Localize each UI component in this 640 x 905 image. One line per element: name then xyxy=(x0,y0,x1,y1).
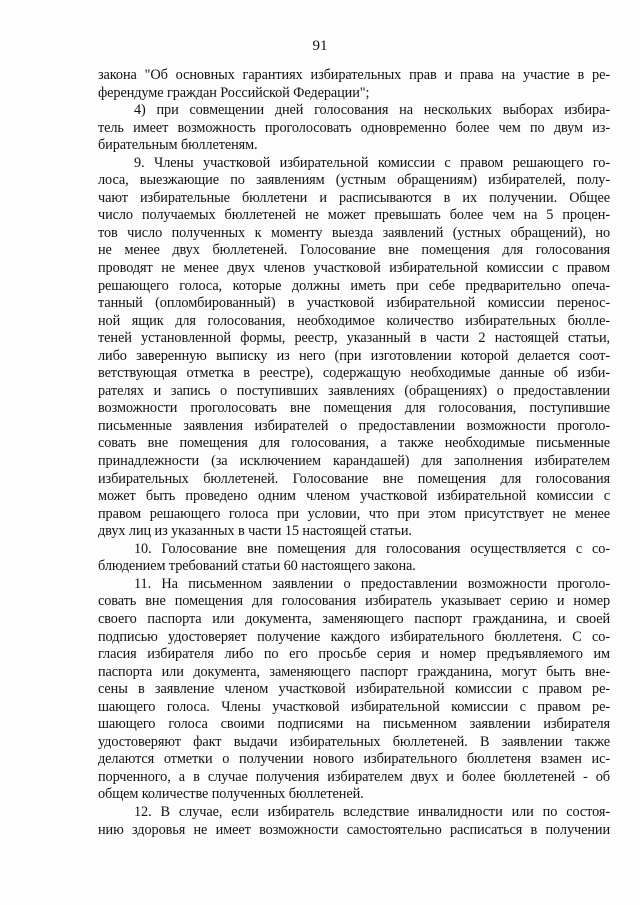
text-line: ветствующая отметка в реестре), содержащую необходимые данные об изби- xyxy=(98,365,610,382)
text-line: чают избирательные бюллетени и расписываются в их получении. Общее xyxy=(98,189,610,206)
text-line: совать вне помещения для голосования избиратель указывает серию и номер xyxy=(98,593,610,610)
text-line: возможности проголосовать вне помещения для голосования, поступившие xyxy=(98,400,610,417)
text-line: теней установленной формы, реестр, указанный в части 2 настоящей статьи, xyxy=(98,330,610,347)
text-line: сены в заявление членом участковой избирательной комиссии с правом ре- xyxy=(98,681,610,698)
text-line: ной ящик для голосования, необходимое количество избирательных бюлле- xyxy=(98,312,610,329)
text-line: гласия избирателя либо по его просьбе серия и номер предъявляемого им xyxy=(98,646,610,663)
text-line: 11. На письменном заявлении о предоставлении возможности проголо- xyxy=(134,575,610,592)
text-line: закона "Об основных гарантиях избирательных прав и права на участие в ре- xyxy=(98,67,610,83)
text-line: паспорта или документа, заменяющего паспорт гражданина, могут быть вне- xyxy=(98,663,610,680)
text-line: 12. В случае, если избиратель вследствие инвалидности или по состоя- xyxy=(134,803,610,820)
document-body xyxy=(98,67,610,839)
text-line: правом решающего голоса при условии, что при этом присутствует не менее xyxy=(98,505,610,522)
text-line: блюдением требований статьи 60 настоящего закона. xyxy=(98,558,416,575)
text-line: тов число полученных к моменту выезда заявлений (устных обращений), но xyxy=(98,224,610,241)
text-line: решающего голоса, которые должны иметь при себе предварительно опеча- xyxy=(98,277,610,294)
text-line: ферендуме граждан Российской Федерации"; xyxy=(98,84,370,101)
text-line: общем количестве полученных бюллетеней. xyxy=(98,786,364,803)
text-line: 10. Голосование вне помещения для голосования осуществляется с со- xyxy=(134,540,610,557)
text-line: рателях и запись о поступивших заявлениях (обращениях) о предоставлении xyxy=(98,382,610,399)
text-line: удостоверяют факт выдачи избирательных бюллетеней. В заявлении также xyxy=(98,733,610,750)
page-number: 91 xyxy=(312,38,328,54)
text-line: делаются отметки о получении нового избирательного бюллетеня взамен ис- xyxy=(98,751,610,768)
text-line: нию здоровья не имеет возможности самостоятельно расписаться в получении xyxy=(98,821,610,838)
text-line: избирательных бюллетеней. Голосование вне помещения для голосования xyxy=(98,470,610,487)
text-line: подписью удостоверяет получение каждого избирательного бюллетеня. С со- xyxy=(98,628,610,645)
text-line: либо заверенную выписку из него (при изготовлении которой делается соот- xyxy=(98,347,610,364)
text-line: 9. Члены участковой избирательной комиссии с правом решающего го- xyxy=(134,154,610,171)
text-line: своего паспорта или документа, заменяющего паспорт гражданина, и своей xyxy=(98,610,610,627)
text-line: 4) при совмещении дней голосования на нескольких выборах избира- xyxy=(134,102,610,119)
text-line: письменные заявления избирателей о предоставлении возможности проголо- xyxy=(98,417,610,434)
text-line: число получаемых бюллетеней не может превышать более чем на 5 процен- xyxy=(98,207,610,224)
text-line: принадлежности (за исключением карандашей) для заполнения избирателем xyxy=(98,453,610,470)
text-line: совать вне помещения для голосования, а также необходимые письменные xyxy=(98,435,610,452)
text-line: порченного, а в случае получения избирателем двух и более бюллетеней - об xyxy=(98,768,610,785)
text-line: двух лиц из указанных в части 15 настоящей статьи. xyxy=(98,523,412,540)
text-line: не менее двух бюллетеней. Голосование вне помещения для голосования xyxy=(98,242,610,259)
text-line: тель имеет возможность проголосовать одновременно более чем по двум из- xyxy=(98,119,610,136)
text-line: шающего голоса своими подписями на письменном заявлении избирателя xyxy=(98,716,610,733)
text-line: бирательным бюллетеням. xyxy=(98,137,258,154)
text-line: танный (опломбированный) в участковой избирательной комиссии перенос- xyxy=(98,295,610,312)
text-line: лоса, выезжающие по заявлениям (устным обращениям) избирателей, полу- xyxy=(98,172,610,189)
text-line: шающего голоса. Члены участковой избирательной комиссии с правом ре- xyxy=(98,698,610,715)
text-line: проводят не менее двух членов участковой избирательной комиссии с правом xyxy=(98,260,610,277)
text-line: может быть проведено одним членом участковой избирательной комиссии с xyxy=(98,488,610,505)
